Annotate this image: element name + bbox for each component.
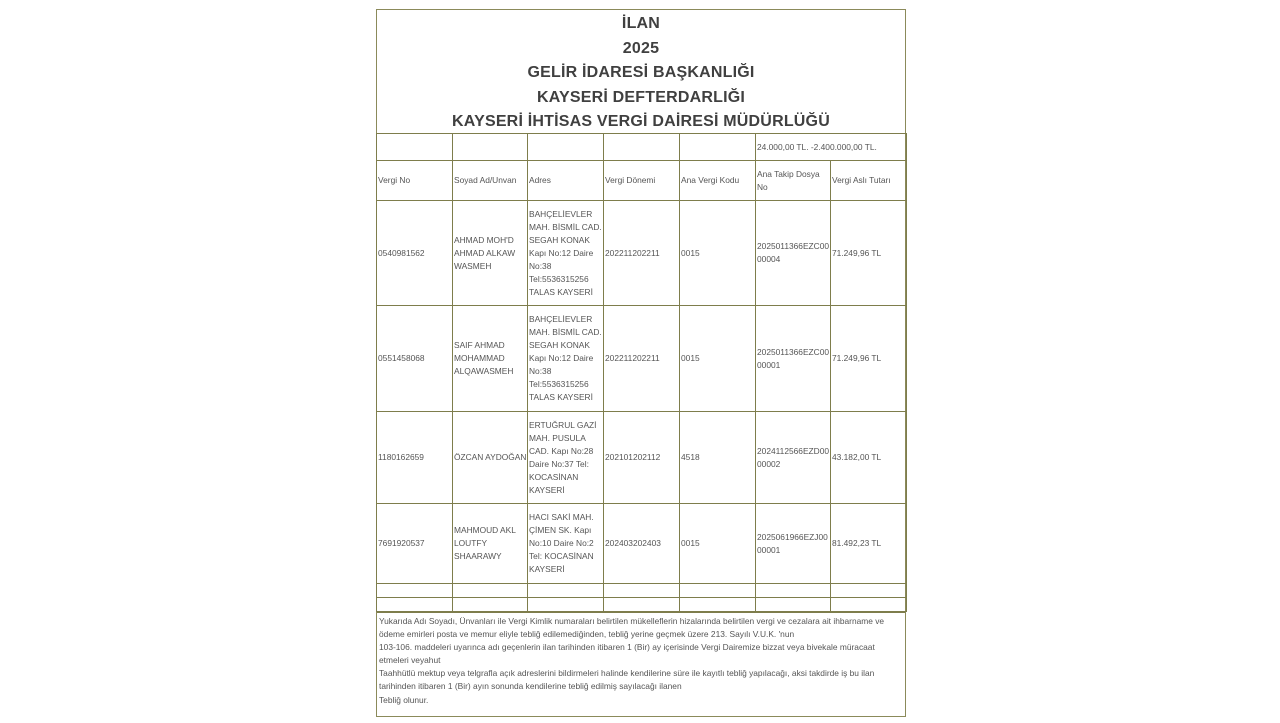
period-cell: 202101202112 (604, 412, 680, 504)
announcement-header (377, 10, 905, 134)
range-row (377, 134, 907, 161)
column-header-period: Vergi Dönemi (604, 161, 680, 201)
period-cell: 202211202211 (604, 306, 680, 412)
amount-cell: 71.249,96 TL (831, 201, 907, 306)
header-office: KAYSERİ İHTİSAS VERGİ DAİRESİ MÜDÜRLÜĞÜ (452, 113, 830, 130)
name-cell: AHMAD MOH'D AHMAD ALKAW WASMEH (453, 201, 528, 306)
file-no-cell: 2025061966EZJ0000001 (756, 504, 831, 584)
footer-paragraph: 103-106. maddeleri uyarınca adı geçenlerin ilan tarihinden itibaren 1 (Bir) ay içerisinde Vergi Dairemize bizzat veya bivekale müracaat etmeleri veyahut (379, 642, 875, 666)
empty-row (377, 584, 907, 598)
header-title: İLAN (621, 15, 661, 32)
footer-paragraph: Yukarıda Adı Soyadı, Ünvanları ile Vergi Kimlik numaraları belirtilen mükelleflerin hizalarında belirtilen vergi ve cezalara ait ihbarname ve ödeme emirleri posta ve memur eliyle tebliğ edilemediğinden, tebliğ yerine geçmek üzere 213. Sayılı V.U.K. 'nun (379, 616, 885, 640)
table-row (377, 412, 907, 504)
tax-code-cell: 0015 (680, 201, 756, 306)
address-cell: BAHÇELİEVLER MAH. BİSMİL CAD. SEGAH KONAK Kapı No:12 Daire No:38 Tel:5536315256 TALAS KAYSERİ (528, 306, 604, 412)
announcement-footer-text (377, 612, 905, 716)
vergi-no-cell: 0540981562 (377, 201, 453, 306)
vergi-no-cell: 7691920537 (377, 504, 453, 584)
address-cell: ERTUĞRUL GAZİ MAH. PUSULA CAD. Kapı No:28 Daire No:37 Tel: KOCASİNAN KAYSERİ (528, 412, 604, 504)
table-row (377, 504, 907, 584)
column-header-vergi-no: Vergi No (377, 161, 453, 201)
table-row (377, 306, 907, 412)
header-department: KAYSERİ DEFTERDARLIĞI (536, 88, 746, 106)
amount-cell: 43.182,00 TL (831, 412, 907, 504)
tax-code-cell: 4518 (680, 412, 756, 504)
address-cell: BAHÇELİEVLER MAH. BİSMİL CAD. SEGAH KONAK Kapı No:12 Daire No:38 Tel:5536315256 TALAS KAYSERİ (528, 201, 604, 306)
tax-code-cell: 0015 (680, 306, 756, 412)
header-year: 2025 (622, 39, 660, 57)
amount-range-label: 24.000,00 TL. -2.400.000,00 TL. (756, 134, 907, 161)
column-header-tax-code: Ana Vergi Kodu (680, 161, 756, 201)
table-row (377, 201, 907, 306)
name-cell: ÖZCAN AYDOĞAN (453, 412, 528, 504)
period-cell: 202211202211 (604, 201, 680, 306)
header-authority: GELİR İDARESİ BAŞKANLIĞI (527, 64, 755, 81)
amount-cell: 71.249,96 TL (831, 306, 907, 412)
vergi-no-cell: 0551458068 (377, 306, 453, 412)
announcement-document (376, 9, 906, 717)
file-no-cell: 2024112566EZD0000002 (756, 412, 831, 504)
name-cell: MAHMOUD AKL LOUTFY SHAARAWY (453, 504, 528, 584)
column-header-amount: Vergi Aslı Tutarı (831, 161, 907, 201)
amount-cell: 81.492,23 TL (831, 504, 907, 584)
vergi-no-cell: 1180162659 (377, 412, 453, 504)
column-header-file-no: Ana Takip Dosya No (756, 161, 831, 201)
footer-closing: Tebliğ olunur. (379, 694, 429, 705)
empty-row (377, 598, 907, 612)
period-cell: 202403202403 (604, 504, 680, 584)
name-cell: SAIF AHMAD MOHAMMAD ALQAWASMEH (453, 306, 528, 412)
table-header-row (377, 161, 907, 201)
footer-paragraph: Taahhütlü mektup veya telgrafla açık adreslerini bildirmeleri halinde kendilerine süre ile kayıtlı tebliğ yapılacağı, aksi takdirde iş bu ilan tarihinden itibaren 1 (Bir) ayın sonunda kendilerine tebliğ edilmiş sayılacağı ilanen (379, 668, 875, 692)
address-cell: HACI SAKİ MAH. ÇİMEN SK. Kapı No:10 Daire No:2 Tel: KOCASİNAN KAYSERİ (528, 504, 604, 584)
column-header-address: Adres (528, 161, 604, 201)
column-header-name: Soyad Ad/Unvan (453, 161, 528, 201)
file-no-cell: 2025011366EZC0000001 (756, 306, 831, 412)
tax-code-cell: 0015 (680, 504, 756, 584)
taxpayer-table (376, 133, 907, 612)
file-no-cell: 2025011366EZC0000004 (756, 201, 831, 306)
